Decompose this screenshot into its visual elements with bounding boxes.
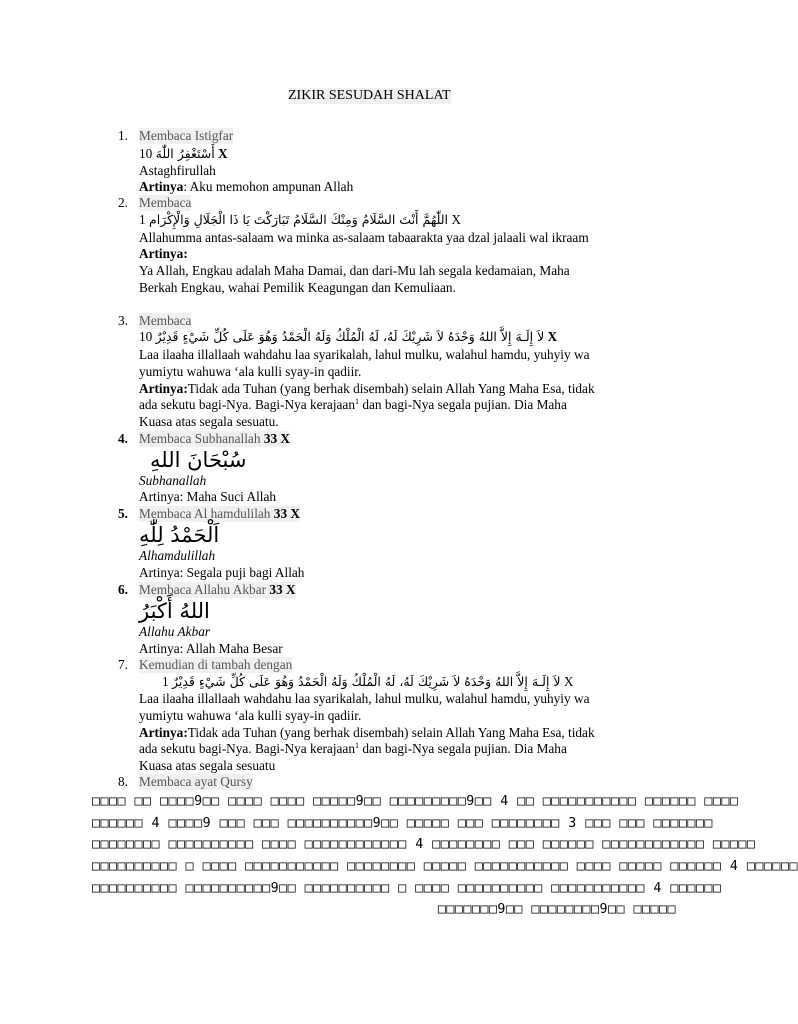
item-heading-line bbox=[139, 582, 296, 598]
latin-text: Laa ilaaha illallaah wahdahu laa syarikalah, lahul mulku, walahul hamdu, yuhyiy wa bbox=[139, 691, 590, 706]
meaning-text: Artinya: Maha Suci Allah bbox=[139, 489, 277, 504]
item-heading-line bbox=[139, 506, 300, 522]
item-heading-line bbox=[139, 431, 290, 447]
meaning-line bbox=[139, 725, 595, 741]
arabic-line bbox=[139, 212, 461, 228]
times-mark: X bbox=[451, 212, 461, 227]
garbled-line: □□□□□□□□□□ □□□□□□□□□□9□□ □□□□□□□□□□ □ □□□□ □□□□□□□□□□ □□□□□□□□□□□ 4 □□□□□□ bbox=[92, 880, 722, 896]
arabic-text: أَسْتَغْفِرُ اللّٰهَ bbox=[155, 146, 215, 161]
garbled-line: □□□□□□ 4 □□□□9 □□□ □□□ □□□□□□□□□□9□□ □□□□□ □□□ □□□□□□□□ 3 □□□ □□□ □□□□□□□ bbox=[92, 815, 713, 831]
arabic-text: اَلْحَمْدُ لِلّٰهِ bbox=[139, 523, 220, 547]
times-mark: X bbox=[547, 329, 558, 344]
meaning-text: Artinya: Segala puji bagi Allah bbox=[139, 565, 305, 580]
repeat-count: 33 X bbox=[273, 506, 301, 521]
meaning-line bbox=[139, 741, 567, 759]
repeat-count: 33 X bbox=[263, 431, 291, 446]
item-heading: Membaca Al hamdulilah bbox=[139, 506, 271, 521]
list-number: 5. bbox=[118, 506, 128, 521]
meaning-text: ada sekutu bagi-Nya. Bagi-Nya kerajaan bbox=[139, 741, 355, 756]
footnote-ref[interactable]: 1 bbox=[354, 397, 359, 406]
latin-text: Allahumma antas-salaam wa minka as-salaam tabaarakta yaa dzal jalaali wal ikraam bbox=[139, 230, 589, 245]
footnote-ref[interactable]: 1 bbox=[354, 741, 359, 750]
meaning-text: dan bagi-Nya segala pujian. Dia Maha bbox=[362, 741, 567, 756]
list-number: 6. bbox=[118, 582, 128, 597]
arabic-line bbox=[139, 329, 557, 345]
page-title: ZIKIR SESUDAH SHALAT bbox=[288, 88, 451, 103]
list-number: 3. bbox=[118, 313, 128, 328]
meaning-line bbox=[139, 179, 353, 195]
repeat-count: 1 bbox=[162, 674, 169, 689]
item-heading: Membaca Allahu Akbar bbox=[139, 582, 267, 597]
latin-text: yumiytu wahuwa ‘ala kulli syay-in qadiir. bbox=[139, 364, 362, 379]
repeat-count: 10 bbox=[139, 329, 153, 344]
meaning-line bbox=[139, 397, 567, 415]
latin-text: Laa ilaaha illallaah wahdahu laa syarikalah, lahul mulku, walahul hamdu, yuhyiy wa bbox=[139, 347, 590, 362]
times-mark: X bbox=[563, 674, 574, 689]
meaning-label: Artinya: bbox=[139, 246, 188, 261]
meaning-text: : Aku memohon ampunan Allah bbox=[183, 179, 354, 194]
garbled-line: □□□□□□□□□□ □ □□□□ □□□□□□□□□□□ □□□□□□□□ □□□□□ □□□□□□□□□□□ □□□□ □□□□□ □□□□□□ 4 □□□□□□ bbox=[92, 859, 798, 875]
meaning-text: ada sekutu bagi-Nya. Bagi-Nya kerajaan bbox=[139, 397, 355, 412]
list-number: 7. bbox=[118, 657, 128, 672]
item-heading: Membaca ayat Qursy bbox=[139, 774, 253, 789]
repeat-count: 33 X bbox=[269, 582, 296, 597]
meaning-text: Artinya: Allah Maha Besar bbox=[139, 641, 283, 656]
latin-text: Astaghfirullah bbox=[139, 163, 216, 178]
meaning-label: Artinya bbox=[139, 179, 184, 194]
list-number: 8. bbox=[118, 774, 128, 789]
garbled-line: □□□□□□□□ □□□□□□□□□□ □□□□ □□□□□□□□□□□□ 4 □□□□□□□□ □□□ □□□□□□ □□□□□□□□□□□□ □□□□□ bbox=[92, 837, 756, 853]
meaning-line bbox=[139, 381, 595, 397]
latin-text: Allahu Akbar bbox=[139, 624, 211, 639]
meaning-text: Kuasa atas segala sesuatu. bbox=[139, 414, 279, 429]
item-heading: Membaca bbox=[139, 195, 192, 210]
arabic-text: اللهُ أَكْبَرُ bbox=[139, 599, 210, 623]
list-number: 1. bbox=[118, 128, 128, 143]
unrendered-arabic-block bbox=[92, 791, 798, 921]
item-heading: Kemudian di tambah dengan bbox=[139, 657, 293, 672]
repeat-count: 1 bbox=[139, 212, 146, 227]
item-heading: Membaca Istigfar bbox=[139, 128, 234, 143]
meaning-text: Tidak ada Tuhan (yang berhak disembah) selain Allah Yang Maha Esa, tidak bbox=[187, 381, 595, 396]
latin-text: Alhamdulillah bbox=[139, 548, 216, 563]
arabic-line bbox=[139, 146, 228, 162]
meaning-text: Berkah Engkau, wahai Pemilik Keagungan dan Kemuliaan. bbox=[139, 280, 456, 295]
garbled-line: □□□□□□□9□□ □□□□□□□□9□□ □□□□□ bbox=[437, 902, 676, 918]
garbled-line: □□□□ □□ □□□□9□□ □□□□ □□□□ □□□□□9□□ □□□□□□□□□9□□ 4 □□ □□□□□□□□□□□ □□□□□□ □□□□ bbox=[92, 794, 739, 809]
list-number: 4. bbox=[118, 431, 128, 446]
meaning-label: Artinya: bbox=[139, 381, 188, 396]
repeat-count: 10 bbox=[139, 146, 153, 161]
arabic-text: لاَ إِلَـهَ إِلاَّ اللهُ وَحْدَهُ لاَ شَرِيْكَ لَهُ، لَهُ الْمُلْكُ وَلَهُ الْحَمْدُ وَهُوَ عَلَى كُلِّ شَيْءٍ قَدِيْرٌ bbox=[155, 329, 545, 344]
list-number: 2. bbox=[118, 195, 128, 210]
meaning-text: Kuasa atas segala sesuatu bbox=[139, 758, 276, 773]
latin-text: yumiytu wahuwa ‘ala kulli syay-in qadiir. bbox=[139, 708, 362, 723]
arabic-text: اللّٰهُمَّ أَنْتَ السَّلَامُ وَمِنْكَ السَّلَامُ تَبَارَكْتَ يَا ذَا الْجَلَالِ وَالْإِكْرَام bbox=[148, 212, 449, 227]
arabic-text: سُبْحَانَ اللهِ bbox=[150, 448, 247, 472]
times-mark: X bbox=[218, 146, 228, 161]
latin-text: Subhanallah bbox=[139, 473, 207, 488]
meaning-text: Tidak ada Tuhan (yang berhak disembah) selain Allah Yang Maha Esa, tidak bbox=[187, 725, 595, 740]
meaning-text: Ya Allah, Engkau adalah Maha Damai, dan dari-Mu lah segala kedamaian, Maha bbox=[139, 263, 570, 278]
arabic-text: لاَ إِلَـهَ إِلاَّ اللهُ وَحْدَهُ لاَ شَرِيْكَ لَهُ، لَهُ الْمُلْكُ وَلَهُ الْحَمْدُ وَهُوَ عَلَى كُلِّ شَيْءٍ قَدِيْرٌ bbox=[171, 674, 561, 689]
arabic-line bbox=[162, 674, 574, 690]
item-heading: Membaca bbox=[139, 313, 192, 328]
meaning-label: Artinya: bbox=[139, 725, 188, 740]
item-heading: Membaca Subhanallah bbox=[139, 431, 261, 446]
meaning-text: dan bagi-Nya segala pujian. Dia Maha bbox=[362, 397, 567, 412]
